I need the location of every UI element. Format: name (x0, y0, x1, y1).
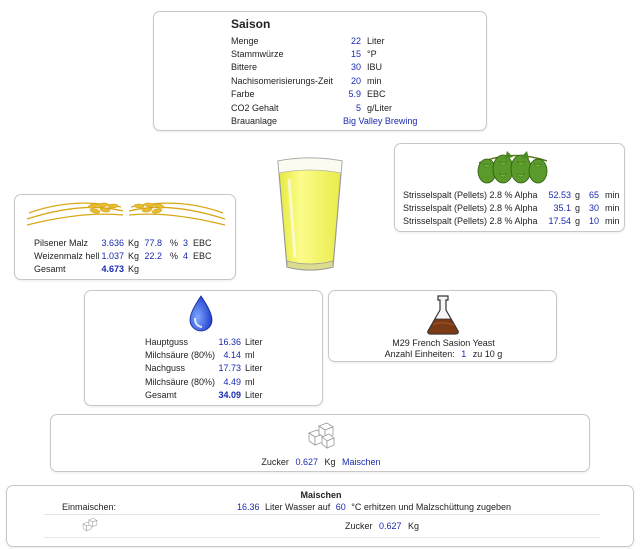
hop-amount: 17.54 (548, 216, 571, 227)
mash-row-text (237, 502, 511, 512)
water-value: 4.14 (223, 350, 241, 361)
malt-unit: Kg (128, 251, 140, 262)
recipe-table (231, 34, 417, 128)
malt-amount: 1.037 (101, 251, 124, 262)
hop-row (403, 201, 620, 214)
recipe-card (153, 11, 487, 131)
yeast-units-line (329, 349, 558, 359)
malt-unit: Kg (128, 237, 140, 248)
malt-total-amount: 4.673 (101, 264, 124, 275)
water-total-label: Gesamt (145, 390, 177, 401)
sugar-cubes-icon (306, 421, 336, 449)
hop-row (403, 215, 620, 228)
water-label: Nachguss (145, 363, 186, 374)
brewery-link[interactable]: Big Valley Brewing (343, 116, 418, 127)
malt-percent: 77.8 (144, 237, 162, 248)
malt-ebc-unit: EBC (193, 237, 212, 248)
water-drop-icon (186, 294, 216, 332)
malt-total-row (34, 263, 212, 276)
yeast-units-label: Anzahl Einheiten: (384, 349, 455, 359)
sugar-label: Zucker (261, 457, 289, 467)
malts-table (34, 236, 212, 276)
water-row (145, 335, 263, 348)
malt-ebc-unit: EBC (193, 251, 212, 262)
mash-water-text: Liter Wasser auf (265, 502, 331, 512)
hop-unit: g (575, 203, 581, 214)
brewery-label: Brauanlage (231, 116, 278, 127)
water-unit: Liter (245, 336, 263, 347)
wheat-icon (23, 197, 229, 231)
malt-row (34, 249, 212, 262)
yeast-units-value: 1 (461, 349, 467, 359)
recipe-value: 20 (350, 75, 361, 86)
hop-name: Strisselspalt (Pellets) 2.8 % Alpha (403, 203, 538, 214)
hop-time-unit: min (605, 203, 620, 214)
water-label: Milchsäure (80%) (145, 350, 216, 361)
recipe-value: 30 (350, 62, 361, 73)
malt-row (34, 236, 212, 249)
malt-total-label: Gesamt (34, 264, 66, 275)
water-total-value: 34.09 (218, 390, 241, 401)
recipe-label: Nachisomerisierungs-Zeit (231, 75, 334, 86)
recipe-row (231, 61, 417, 74)
recipe-row (231, 74, 417, 87)
water-table (145, 335, 263, 402)
malt-percent-sign: % (170, 237, 179, 248)
water-row (145, 375, 263, 388)
beer-glass-icon (275, 157, 345, 273)
mash-temp-text: °C erhitzen und Malzschüttung zugeben (351, 502, 511, 512)
recipe-row (231, 88, 417, 101)
recipe-unit: g/Liter (367, 102, 393, 113)
hop-amount: 52.53 (548, 189, 571, 200)
recipe-unit: min (367, 75, 382, 86)
water-unit: ml (245, 376, 255, 387)
hop-time-unit: min (605, 216, 620, 227)
recipe-unit: °P (367, 49, 377, 60)
sugar-value: 0.627 (295, 457, 318, 467)
hop-time-unit: min (605, 189, 620, 200)
hop-unit: g (575, 189, 581, 200)
water-row (145, 362, 263, 375)
malt-name: Weizenmalz hell (34, 251, 100, 262)
hop-time: 10 (588, 216, 599, 227)
recipe-value: 5.9 (348, 89, 361, 100)
water-unit: Liter (245, 363, 263, 374)
hop-time: 65 (588, 189, 599, 200)
recipe-unit: IBU (367, 62, 383, 73)
recipe-label: Bittere (231, 62, 258, 73)
mash-temp-value: 60 (335, 502, 346, 512)
hop-time: 30 (588, 203, 599, 214)
mash-sugar-unit: Kg (408, 521, 420, 531)
hop-row (403, 188, 620, 201)
water-total-row (145, 389, 263, 402)
water-row (145, 348, 263, 361)
recipe-title: Saison (231, 17, 271, 31)
recipe-row (231, 47, 417, 60)
water-value: 16.36 (218, 336, 241, 347)
water-value: 4.49 (223, 376, 241, 387)
hops-table (403, 188, 620, 228)
mash-sugar-value: 0.627 (378, 521, 402, 531)
mash-row-label: Einmaischen: (62, 502, 117, 512)
recipe-label: CO2 Gehalt (231, 102, 279, 113)
recipe-label: Farbe (231, 89, 255, 100)
sugar-line (51, 457, 591, 467)
hop-unit: g (575, 216, 581, 227)
malt-percent-sign: % (170, 251, 179, 262)
mash-sugar-label: Zucker (344, 521, 373, 531)
recipe-row (231, 34, 417, 47)
malt-name: Pilsener Malz (34, 237, 89, 248)
recipe-row (231, 114, 417, 127)
sugar-mash-link[interactable]: Maischen (342, 457, 381, 467)
mash-sugar-line (7, 521, 640, 531)
yeast-name: M29 French Sasion Yeast (392, 338, 495, 348)
hop-amount: 35.1 (553, 203, 571, 214)
recipe-row (231, 101, 417, 114)
recipe-unit: Liter (367, 35, 385, 46)
hop-name: Strisselspalt (Pellets) 2.8 % Alpha (403, 189, 538, 200)
malt-percent: 22.2 (144, 251, 162, 262)
hops-icon (473, 147, 553, 187)
recipe-value: 22 (350, 35, 361, 46)
water-unit: ml (245, 350, 255, 361)
hop-name: Strisselspalt (Pellets) 2.8 % Alpha (403, 216, 538, 227)
yeast-units-suffix: zu 10 g (472, 349, 503, 359)
yeast-card (328, 290, 557, 362)
water-card (84, 290, 323, 406)
malt-ebc: 4 (183, 251, 189, 262)
water-value: 17.73 (218, 363, 241, 374)
mash-water-value: 16.36 (237, 502, 260, 512)
sugar-unit: Kg (324, 457, 336, 467)
recipe-value: 15 (350, 49, 361, 60)
malts-card (14, 194, 236, 280)
recipe-label: Stammwürze (231, 49, 284, 60)
sugar-card (50, 414, 590, 472)
mash-divider-bottom (44, 537, 600, 538)
mash-card (6, 485, 634, 547)
recipe-value: 5 (355, 102, 361, 113)
water-label: Hauptguss (145, 336, 189, 347)
recipe-unit: EBC (367, 89, 386, 100)
malt-amount: 3.636 (101, 237, 124, 248)
malt-ebc: 3 (183, 237, 189, 248)
malt-total-unit: Kg (128, 264, 140, 275)
flask-icon (425, 294, 461, 336)
water-total-unit: Liter (245, 390, 263, 401)
hops-card (394, 143, 625, 232)
mash-divider (44, 514, 600, 515)
mash-title: Maischen (300, 490, 342, 500)
water-label: Milchsäure (80%) (145, 376, 216, 387)
recipe-label: Menge (231, 35, 259, 46)
